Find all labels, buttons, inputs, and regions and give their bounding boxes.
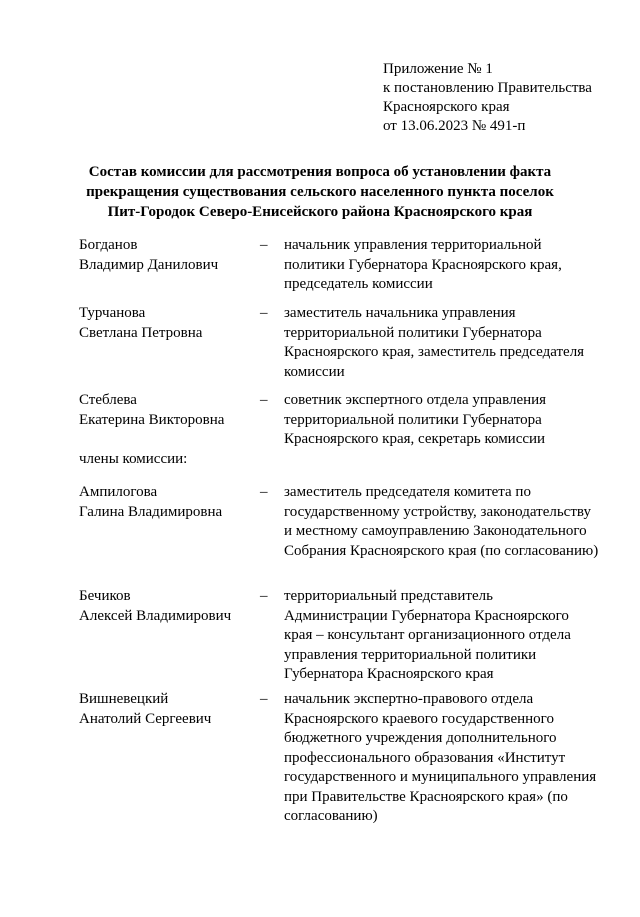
separator-dash: – bbox=[260, 305, 268, 321]
member-role: начальник управления территориальной политики Губернатора Красноярского края, председатель комиссии bbox=[284, 237, 562, 292]
member-name bbox=[79, 690, 254, 729]
member-surname: Стеблева bbox=[79, 392, 137, 408]
member-role: советник экспертного отдела управления территориальной политики Губернатора Красноярского края, секретарь комиссии bbox=[284, 392, 547, 447]
member-name bbox=[79, 391, 254, 430]
member-given-names: Алексей Владимирович bbox=[79, 607, 232, 624]
separator-dash: – bbox=[260, 392, 268, 408]
member-surname: Богданов bbox=[79, 237, 138, 253]
title-line-2: прекращения существования сельского населенного пункта поселок bbox=[86, 184, 554, 200]
separator-dash: – bbox=[260, 484, 268, 500]
member-role: заместитель начальника управления территориальной политики Губернатора Красноярского края, заместитель председателя комиссии bbox=[284, 305, 585, 380]
title-line-1: Состав комиссии для рассмотрения вопроса об установлении факта bbox=[88, 164, 552, 180]
document-title bbox=[40, 162, 600, 222]
member-role: заместитель председателя комитета по государственному устройству, законодательству и местному самоуправлению Законодательного Собрания Красноярского края (по согласованию) bbox=[284, 484, 599, 559]
member-surname: Вишневецкий bbox=[79, 691, 169, 707]
member-given-names: Владимир Данилович bbox=[79, 256, 219, 273]
member-name bbox=[79, 483, 254, 522]
appendix-number: Приложение № 1 bbox=[383, 61, 493, 77]
appendix-region: Красноярского края bbox=[383, 99, 510, 115]
member-name bbox=[79, 587, 254, 626]
title-line-3: Пит-Городок Северо-Енисейского района Красноярского края bbox=[107, 204, 533, 220]
member-given-names: Анатолий Сергеевич bbox=[79, 710, 212, 727]
member-surname: Ампилогова bbox=[79, 484, 158, 500]
separator-dash: – bbox=[260, 588, 268, 604]
member-name bbox=[79, 304, 254, 343]
member-role: территориальный представитель Администрации Губернатора Красноярского края – консультант организационного отдела управления территориальной политики Губернатора Красноярского края bbox=[284, 588, 571, 682]
member-name bbox=[79, 236, 254, 275]
member-role: начальник экспертно-правового отдела Красноярского краевого государственного бюджетного учреждения дополнительного профессионального образования «Институт государственного и муниципального управления при Правительстве Красноярского края» (по согласованию) bbox=[284, 691, 597, 824]
appendix-header bbox=[383, 60, 592, 136]
appendix-resolution-ref: к постановлению Правительства bbox=[383, 80, 592, 96]
member-given-names: Екатерина Викторовна bbox=[79, 411, 225, 428]
member-surname: Турчанова bbox=[79, 305, 146, 321]
member-given-names: Светлана Петровна bbox=[79, 324, 203, 341]
appendix-date-number: от 13.06.2023 № 491-п bbox=[383, 118, 526, 134]
member-given-names: Галина Владимировна bbox=[79, 503, 223, 520]
members-heading: члены комиссии: bbox=[79, 451, 188, 467]
member-surname: Бечиков bbox=[79, 588, 131, 604]
separator-dash: – bbox=[260, 237, 268, 253]
separator-dash: – bbox=[260, 691, 268, 707]
